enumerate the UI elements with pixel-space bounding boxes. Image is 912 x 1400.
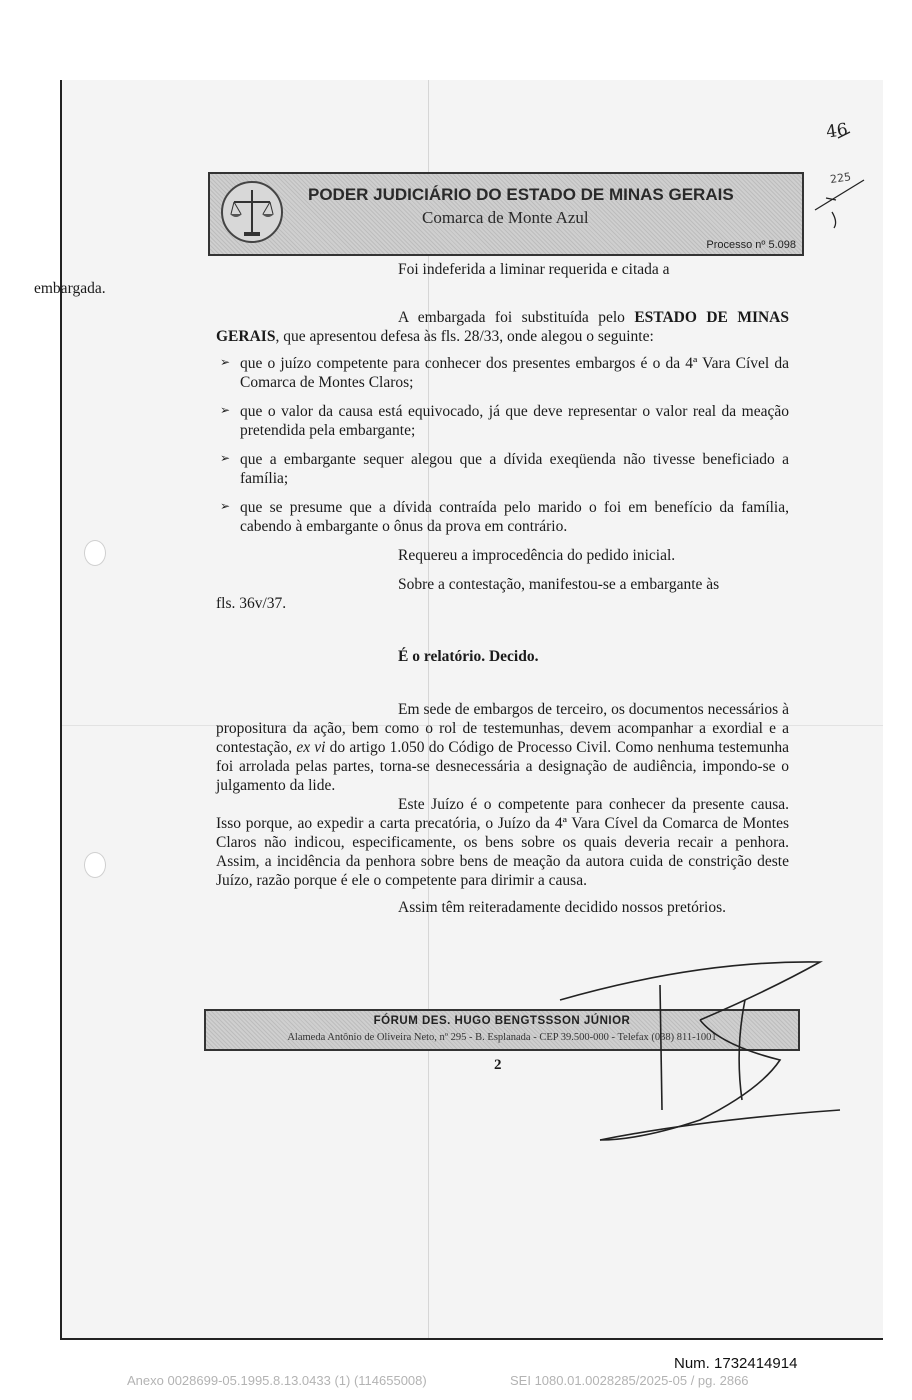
paragraph-embargos-c: do artigo 1.050 do Código de Processo Civil. Como nenhuma testemunha foi arrolada pelas partes, torna-se desnecessária a designação de audiência, impondo-se o julgamento da lide. bbox=[216, 739, 789, 794]
paragraph-liminar bbox=[34, 260, 789, 298]
list-item bbox=[216, 450, 789, 488]
paragraph-competencia: Este Juízo é o competente para conhecer da presente causa. Isso porque, ao expedir a carta precatória, o Juízo da 4ª Vara Cível da Comarca de Montes Claros não indicou, especificamente, os bens sobre os quais deveria recair a penhora. Assim, a incidência da penhora sobre bens de meação da autora cuida de constrição deste Juízo, razão porque é ele o competente para dirimir a causa. bbox=[216, 796, 789, 889]
paragraph-substituicao-c: , que apresentou defesa às fls. 28/33, onde alegou o seguinte: bbox=[275, 328, 654, 345]
forum-name: FÓRUM DES. HUGO BENGTSSSON JÚNIOR bbox=[373, 1015, 631, 1027]
list-item-text: que o juízo competente para conhecer dos presentes embargos é o da 4ª Vara Cível da Comarca de Montes Claros; bbox=[240, 355, 789, 391]
arrow-bullet-icon: ➢ bbox=[220, 403, 231, 417]
list-item bbox=[216, 354, 789, 392]
forum-address: Alameda Antônio de Oliveira Neto, nº 295 - B. Esplanada - CEP 39.500-000 - Telefax (038) 811-1001 bbox=[287, 1032, 717, 1043]
punch-hole-bottom bbox=[84, 852, 106, 878]
arrow-bullet-icon: ➢ bbox=[220, 355, 231, 369]
paragraph-embargos-a: Em sede de embargos de terceiro, os documentos necessários à propositura da ação, bem como o rol de testemunhas, devem acompanhar a exordial e a contestação, bbox=[216, 701, 789, 756]
folio-number-handwritten: 46 bbox=[824, 119, 850, 143]
list-item bbox=[216, 498, 789, 536]
folio-number-handwritten-2: 225 bbox=[829, 170, 852, 187]
paragraph-contestacao bbox=[216, 575, 789, 613]
estado-minas-gerais-bold: ESTADO DE MINAS GERAIS bbox=[216, 309, 789, 345]
list-item-text: que se presume que a dívida contraída pelo marido o foi em benefício da família, cabendo à embargante o ônus da prova em contrário. bbox=[240, 499, 789, 535]
comarca-subtitle: Comarca de Monte Azul bbox=[422, 208, 589, 227]
allegations-list bbox=[216, 354, 789, 536]
punch-hole-top bbox=[84, 540, 106, 566]
list-item-text: que o valor da causa está equivocado, já que deve representar o valor real da meação pretendida pela embargante; bbox=[240, 403, 789, 439]
section-heading: É o relatório. Decido. bbox=[398, 648, 539, 665]
document-num-stamp: Num. 1732414914 bbox=[674, 1355, 798, 1372]
list-item-text: que a embargante sequer alegou que a dívida exeqüenda não tivesse beneficiado a família; bbox=[240, 451, 789, 487]
document-body bbox=[34, 260, 789, 917]
paragraph-liminar-line2: embargada. bbox=[34, 280, 106, 297]
page-number: 2 bbox=[494, 1057, 502, 1073]
paragraph-pretorios: Assim têm reiteradamente decidido nossos pretórios. bbox=[398, 899, 727, 916]
paragraph-substituicao-a: A embargada foi substituída pelo bbox=[398, 309, 635, 326]
sei-reference: SEI 1080.01.0028285/2025-05 / pg. 2866 bbox=[510, 1373, 749, 1388]
court-title: PODER JUDICIÁRIO DO ESTADO DE MINAS GERAIS bbox=[308, 185, 734, 204]
list-item bbox=[216, 402, 789, 440]
paragraph-substituicao bbox=[216, 308, 789, 346]
arrow-bullet-icon: ➢ bbox=[220, 451, 231, 465]
letterhead-banner bbox=[208, 172, 804, 256]
ex-vi-italic: ex vi bbox=[296, 739, 326, 756]
process-number: Processo nº 5.098 bbox=[706, 239, 796, 251]
arrow-bullet-icon: ➢ bbox=[220, 499, 231, 513]
paragraph-liminar-line1: Foi indeferida a liminar requerida e citada a bbox=[398, 261, 670, 278]
paragraph-contestacao-line1: Sobre a contestação, manifestou-se a embargante às bbox=[398, 576, 720, 593]
paragraph-embargos bbox=[216, 700, 789, 795]
paragraph-improcedencia: Requereu a improcedência do pedido inicial. bbox=[398, 547, 676, 564]
paragraph-contestacao-line2: fls. 36v/37. bbox=[216, 595, 287, 612]
annex-reference: Anexo 0028699-05.1995.8.13.0433 (1) (114655008) bbox=[127, 1373, 427, 1388]
footer-banner bbox=[204, 1009, 800, 1051]
justice-seal-icon bbox=[220, 180, 284, 244]
